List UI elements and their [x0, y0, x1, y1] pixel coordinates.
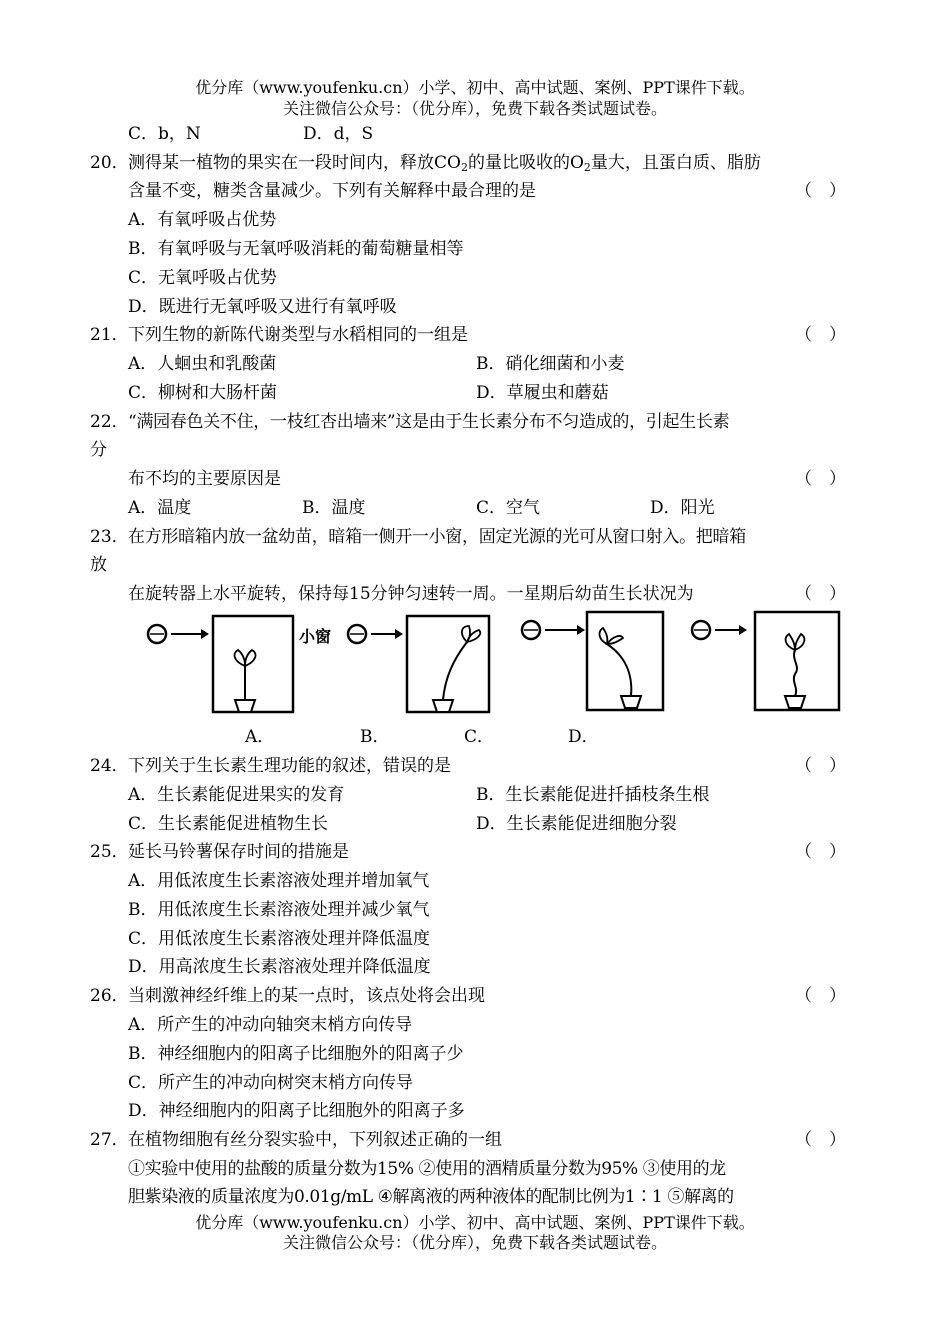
- q20-option-c: C．无氧呼吸占优势: [128, 268, 278, 288]
- q20-stem-line2: 含量不变，糖类含量减少。下列有关解释中最合理的是: [128, 181, 536, 201]
- page-footer-line2: 关注微信公众号：（优分库），免费下载各类试题试卷。: [282, 1233, 667, 1252]
- panel-a-light-icon: [148, 625, 166, 643]
- panel-d-seedling: [785, 634, 805, 708]
- panel-b-seedling: [433, 626, 480, 712]
- q23-seedling-figure: [135, 608, 845, 720]
- panel-a-box: [213, 616, 293, 712]
- page-header-line2: 关注微信公众号：（优分库），免费下载各类试题试卷。: [282, 99, 667, 118]
- q21-option-b: B．硝化细菌和小麦: [476, 354, 625, 374]
- panel-c-seedling: [600, 628, 641, 708]
- q27-line3: 胆紫染液的质量浓度为0.01g/mL ④解离液的两种液体的配制比例为1∶1 ⑤解离的: [128, 1187, 734, 1207]
- q25-option-c: C．用低浓度生长素溶液处理并降低温度: [128, 929, 431, 949]
- q24-option-b: B．生长素能促进扦插枝条生根: [476, 785, 710, 805]
- figure-window-label: 小窗: [299, 627, 332, 646]
- fig-label-d: D．: [568, 727, 599, 747]
- q22-option-b: B．温度: [302, 498, 366, 518]
- q26-option-b: B．神经细胞内的阳离子比细胞外的阳离子少: [128, 1044, 464, 1064]
- q24-option-d: D．生长素能促进细胞分裂: [476, 814, 677, 834]
- fig-label-a: A．: [245, 727, 275, 747]
- q26-number: 26．: [90, 986, 129, 1006]
- panel-b-light-icon: [348, 625, 366, 643]
- q23-answer-paren: （ ）: [795, 584, 846, 604]
- q25-number: 25．: [90, 842, 129, 862]
- q25-option-a: A．用低浓度生长素溶液处理并增加氧气: [128, 871, 430, 891]
- q21-option-a: A．人蛔虫和乳酸菌: [128, 354, 277, 374]
- page-footer-line1: 优分库（www.youfenku.cn）小学、初中、高中试题、案例、PPT课件下载。: [195, 1213, 755, 1232]
- q20-stem-line1: 测得某一植物的果实在一段时间内，释放$CO_2$的量比吸收的$O_2$量大，且蛋白质、脂肪: [128, 153, 761, 174]
- q24-stem: 下列关于生长素生理功能的叙述，错误的是: [128, 756, 451, 776]
- q22-stem-line1: “满园春色关不住，一枝红杏出墙来”这是由于生长素分布不匀造成的，引起生长素: [128, 412, 730, 432]
- q21-stem: 下列生物的新陈代谢类型与水稻相同的一组是: [128, 325, 468, 345]
- q27-number: 27．: [90, 1130, 129, 1150]
- q19-option-c: C．b，N: [128, 124, 201, 144]
- q21-answer-paren: （ ）: [795, 325, 846, 345]
- q26-option-c: C．所产生的冲动向树突末梢方向传导: [128, 1073, 414, 1093]
- q20-option-b: B．有氧呼吸与无氧呼吸消耗的葡萄糖量相等: [128, 239, 464, 259]
- fig-label-c: C．: [464, 727, 495, 747]
- q23-stem-line1: 在方形暗箱内放一盆幼苗，暗箱一侧开一小窗，固定光源的光可从窗口射入。把暗箱: [128, 527, 746, 547]
- q26-option-d: D．神经细胞内的阳离子比细胞外的阳离子多: [128, 1101, 465, 1121]
- q22-stem-wrap: 分: [90, 440, 107, 460]
- q27-answer-paren: （ ）: [795, 1130, 846, 1150]
- q21-option-c: C．柳树和大肠杆菌: [128, 383, 278, 403]
- q24-option-a: A．生长素能促进果实的发育: [128, 785, 345, 805]
- q25-stem: 延长马铃薯保存时间的措施是: [128, 842, 349, 862]
- q25-answer-paren: （ ）: [795, 842, 846, 862]
- q22-option-c: C．空气: [476, 498, 541, 518]
- fig-label-b: B．: [360, 727, 390, 747]
- q27-stem: 在植物细胞有丝分裂实验中，下列叙述正确的一组: [128, 1130, 502, 1150]
- q24-option-c: C．生长素能促进植物生长: [128, 814, 329, 834]
- q24-number: 24．: [90, 756, 129, 776]
- panel-a-seedling: [234, 650, 255, 712]
- q22-number: 22．: [90, 412, 129, 432]
- q24-answer-paren: （ ）: [795, 756, 846, 776]
- q26-stem: 当刺激神经纤维上的某一点时，该点处将会出现: [128, 986, 485, 1006]
- q27-line2: ①实验中使用的盐酸的质量分数为15% ②使用的酒精质量分数为95% ③使用的龙: [128, 1159, 726, 1179]
- q26-option-a: A．所产生的冲动向轴突末梢方向传导: [128, 1015, 413, 1035]
- q20-answer-paren: （ ）: [795, 181, 846, 201]
- q25-option-d: D．用高浓度生长素溶液处理并降低温度: [128, 957, 431, 977]
- q22-stem-line2: 布不均的主要原因是: [128, 469, 281, 489]
- page-header-line1: 优分库（www.youfenku.cn）小学、初中、高中试题、案例、PPT课件下载。: [195, 78, 755, 97]
- panel-c-light-icon: [522, 621, 540, 639]
- q20-option-d: D．既进行无氧呼吸又进行有氧呼吸: [128, 297, 397, 317]
- q23-number: 23．: [90, 527, 129, 547]
- q25-option-b: B．用低浓度生长素溶液处理并减少氧气: [128, 900, 430, 920]
- q20-number: 20．: [90, 153, 129, 173]
- q26-answer-paren: （ ）: [795, 986, 846, 1006]
- q19-option-d: D．d，S: [303, 124, 374, 144]
- q22-option-d: D．阳光: [650, 498, 715, 518]
- q22-answer-paren: （ ）: [795, 469, 846, 489]
- q23-stem-wrap: 放: [90, 555, 107, 575]
- panel-d-light-icon: [692, 621, 710, 639]
- q23-stem-line2: 在旋转器上水平旋转，保持每15分钟匀速转一周。一星期后幼苗生长状况为: [128, 584, 694, 604]
- q22-option-a: A．温度: [128, 498, 192, 518]
- q20-option-a: A．有氧呼吸占优势: [128, 210, 277, 230]
- q21-option-d: D．草履虫和蘑菇: [476, 383, 609, 403]
- q21-number: 21．: [90, 325, 129, 345]
